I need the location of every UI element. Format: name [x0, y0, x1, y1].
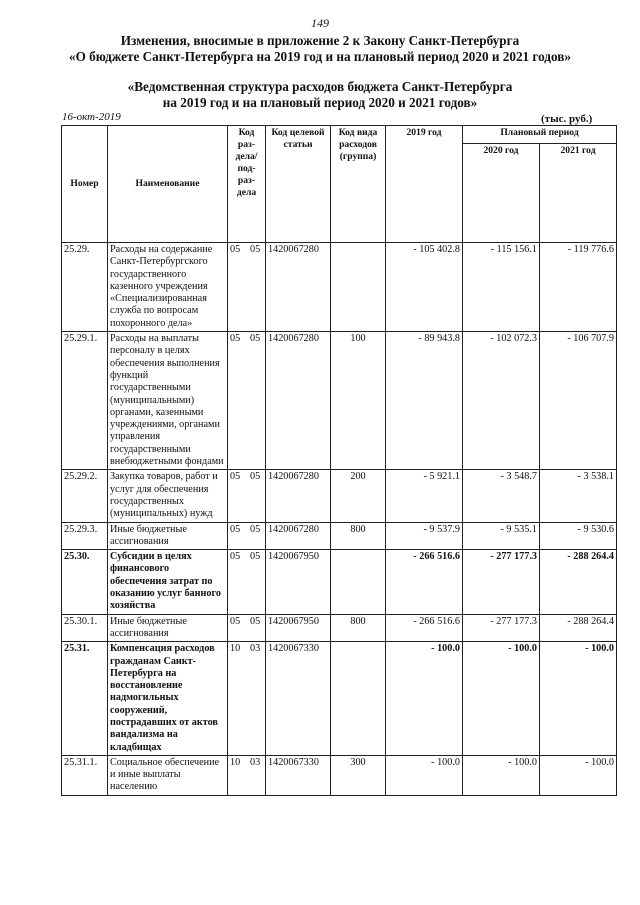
row-value-2019: - 100.0 — [386, 755, 463, 795]
row-expense-type: 300 — [331, 755, 386, 795]
row-section-code — [228, 522, 266, 550]
page-number: 149 — [311, 16, 329, 30]
table-row — [62, 470, 617, 522]
row-target-code: 1420067280 — [266, 332, 331, 470]
row-razdel: 05 — [230, 471, 241, 483]
row-expense-type: 100 — [331, 332, 386, 470]
row-razdel: 05 — [230, 615, 241, 627]
row-razdel: 10 — [230, 756, 241, 768]
row-target-code: 1420067950 — [266, 614, 331, 642]
row-expense-type — [331, 243, 386, 332]
col-header-section: Код раз-дела/ под-раз-дела — [228, 126, 266, 243]
row-value-2021: - 9 530.6 — [540, 522, 617, 550]
row-number: 25.29.2. — [62, 470, 108, 522]
row-number: 25.29. — [62, 243, 108, 332]
row-value-2021: - 100.0 — [540, 642, 617, 756]
row-value-2021: - 288 264.4 — [540, 614, 617, 642]
col-header-planned-period: Плановый период — [463, 126, 617, 144]
row-section-code — [228, 755, 266, 795]
row-value-2021: - 3 538.1 — [540, 470, 617, 522]
row-value-2019: - 9 537.9 — [386, 522, 463, 550]
row-number: 25.31.1. — [62, 755, 108, 795]
row-name: Иные бюджетные ассигнования — [108, 614, 228, 642]
row-section-code — [228, 614, 266, 642]
table-row — [62, 550, 617, 614]
header-line-2: «О бюджете Санкт-Петербурга на 2019 год и на плановый период 2020 и 2021 годов» — [69, 49, 571, 64]
title-line-1: «Ведомственная структура расходов бюджета Санкт-Петербурга — [127, 79, 513, 94]
row-name: Расходы на содержание Санкт-Петербургского государственного казенного учреждения «Специализированная служба по вопросам похоронного дела» — [108, 243, 228, 332]
row-target-code: 1420067330 — [266, 755, 331, 795]
row-number: 25.31. — [62, 642, 108, 756]
table-row — [62, 614, 617, 642]
row-razdel: 10 — [230, 643, 241, 655]
col-header-expense-type: Код вида расходов (группа) — [331, 126, 386, 243]
row-value-2021: - 119 776.6 — [540, 243, 617, 332]
row-number: 25.30.1. — [62, 614, 108, 642]
row-expense-type: 200 — [331, 470, 386, 522]
col-header-2020: 2020 год — [463, 144, 540, 243]
row-value-2020: - 277 177.3 — [463, 614, 540, 642]
col-header-2019: 2019 год — [386, 126, 463, 243]
row-podrazdel: 05 — [250, 615, 261, 627]
row-razdel: 05 — [230, 523, 241, 535]
row-value-2020: - 115 156.1 — [463, 243, 540, 332]
row-value-2020: - 102 072.3 — [463, 332, 540, 470]
table-row — [62, 755, 617, 795]
row-razdel: 05 — [230, 244, 241, 255]
row-podrazdel: 05 — [250, 551, 261, 563]
expenditure-table — [61, 125, 617, 796]
table-title — [0, 79, 640, 111]
table-row — [62, 642, 617, 756]
row-podrazdel: 05 — [250, 333, 261, 345]
row-number: 25.29.3. — [62, 522, 108, 550]
col-header-number: Номер — [62, 126, 108, 243]
header-line-1: Изменения, вносимые в приложение 2 к Закону Санкт-Петербурга — [120, 33, 520, 48]
row-name: Социальное обеспечение и иные выплаты населению — [108, 755, 228, 795]
document-header — [0, 33, 640, 65]
row-section-code — [228, 332, 266, 470]
table-body — [62, 243, 617, 796]
title-line-2: на 2019 год и на плановый период 2020 и 2021 годов» — [162, 95, 478, 110]
row-value-2020: - 277 177.3 — [463, 550, 540, 614]
col-header-2021: 2021 год — [540, 144, 617, 243]
row-expense-type — [331, 550, 386, 614]
row-section-code — [228, 550, 266, 614]
table-row — [62, 332, 617, 470]
row-value-2020: - 3 548.7 — [463, 470, 540, 522]
row-expense-type: 800 — [331, 522, 386, 550]
units-label: (тыс. руб.) — [541, 113, 593, 125]
row-podrazdel: 05 — [250, 471, 261, 483]
row-razdel: 05 — [230, 551, 241, 563]
row-expense-type — [331, 642, 386, 756]
row-section-code — [228, 243, 266, 332]
row-target-code: 1420067280 — [266, 522, 331, 550]
row-value-2020: - 9 535.1 — [463, 522, 540, 550]
row-target-code: 1420067950 — [266, 550, 331, 614]
col-header-name: Наименование — [108, 126, 228, 243]
row-value-2019: - 100.0 — [386, 642, 463, 756]
row-number: 25.29.1. — [62, 332, 108, 470]
row-name: Расходы на выплаты персоналу в целях обеспечения выполнения функций государственными (муниципальными) органами, казенными учреждениями, органами управления государственными внебюджетными фондами — [108, 332, 228, 470]
row-value-2021: - 288 264.4 — [540, 550, 617, 614]
row-number: 25.30. — [62, 550, 108, 614]
row-name: Иные бюджетные ассигнования — [108, 522, 228, 550]
table-row — [62, 243, 617, 332]
document-date: 16-окт-2019 — [62, 111, 121, 123]
row-target-code: 1420067280 — [266, 243, 331, 332]
row-razdel: 05 — [230, 333, 241, 345]
row-value-2021: - 106 707.9 — [540, 332, 617, 470]
row-target-code: 1420067330 — [266, 642, 331, 756]
row-podrazdel: 05 — [250, 523, 261, 535]
row-value-2019: - 266 516.6 — [386, 614, 463, 642]
row-value-2019: - 266 516.6 — [386, 550, 463, 614]
row-value-2019: - 89 943.8 — [386, 332, 463, 470]
row-value-2020: - 100.0 — [463, 755, 540, 795]
row-section-code — [228, 470, 266, 522]
col-header-target: Код целевой статьи — [266, 126, 331, 243]
row-name: Закупка товаров, работ и услуг для обеспечения государственных (муниципальных) нужд — [108, 470, 228, 522]
row-podrazdel: 03 — [250, 643, 261, 655]
row-section-code — [228, 642, 266, 756]
row-expense-type: 800 — [331, 614, 386, 642]
row-podrazdel: 05 — [250, 244, 261, 255]
table-row — [62, 522, 617, 550]
row-name: Субсидии в целях финансового обеспечения затрат по оказанию услуг банного хозяйства — [108, 550, 228, 614]
row-value-2019: - 5 921.1 — [386, 470, 463, 522]
row-value-2021: - 100.0 — [540, 755, 617, 795]
row-target-code: 1420067280 — [266, 470, 331, 522]
row-value-2020: - 100.0 — [463, 642, 540, 756]
row-name: Компенсация расходов гражданам Санкт-Петербурга на восстановление надмогильных сооружений, пострадавших от актов вандализма на кладбищах — [108, 642, 228, 756]
row-value-2019: - 105 402.8 — [386, 243, 463, 332]
row-podrazdel: 03 — [250, 756, 261, 768]
